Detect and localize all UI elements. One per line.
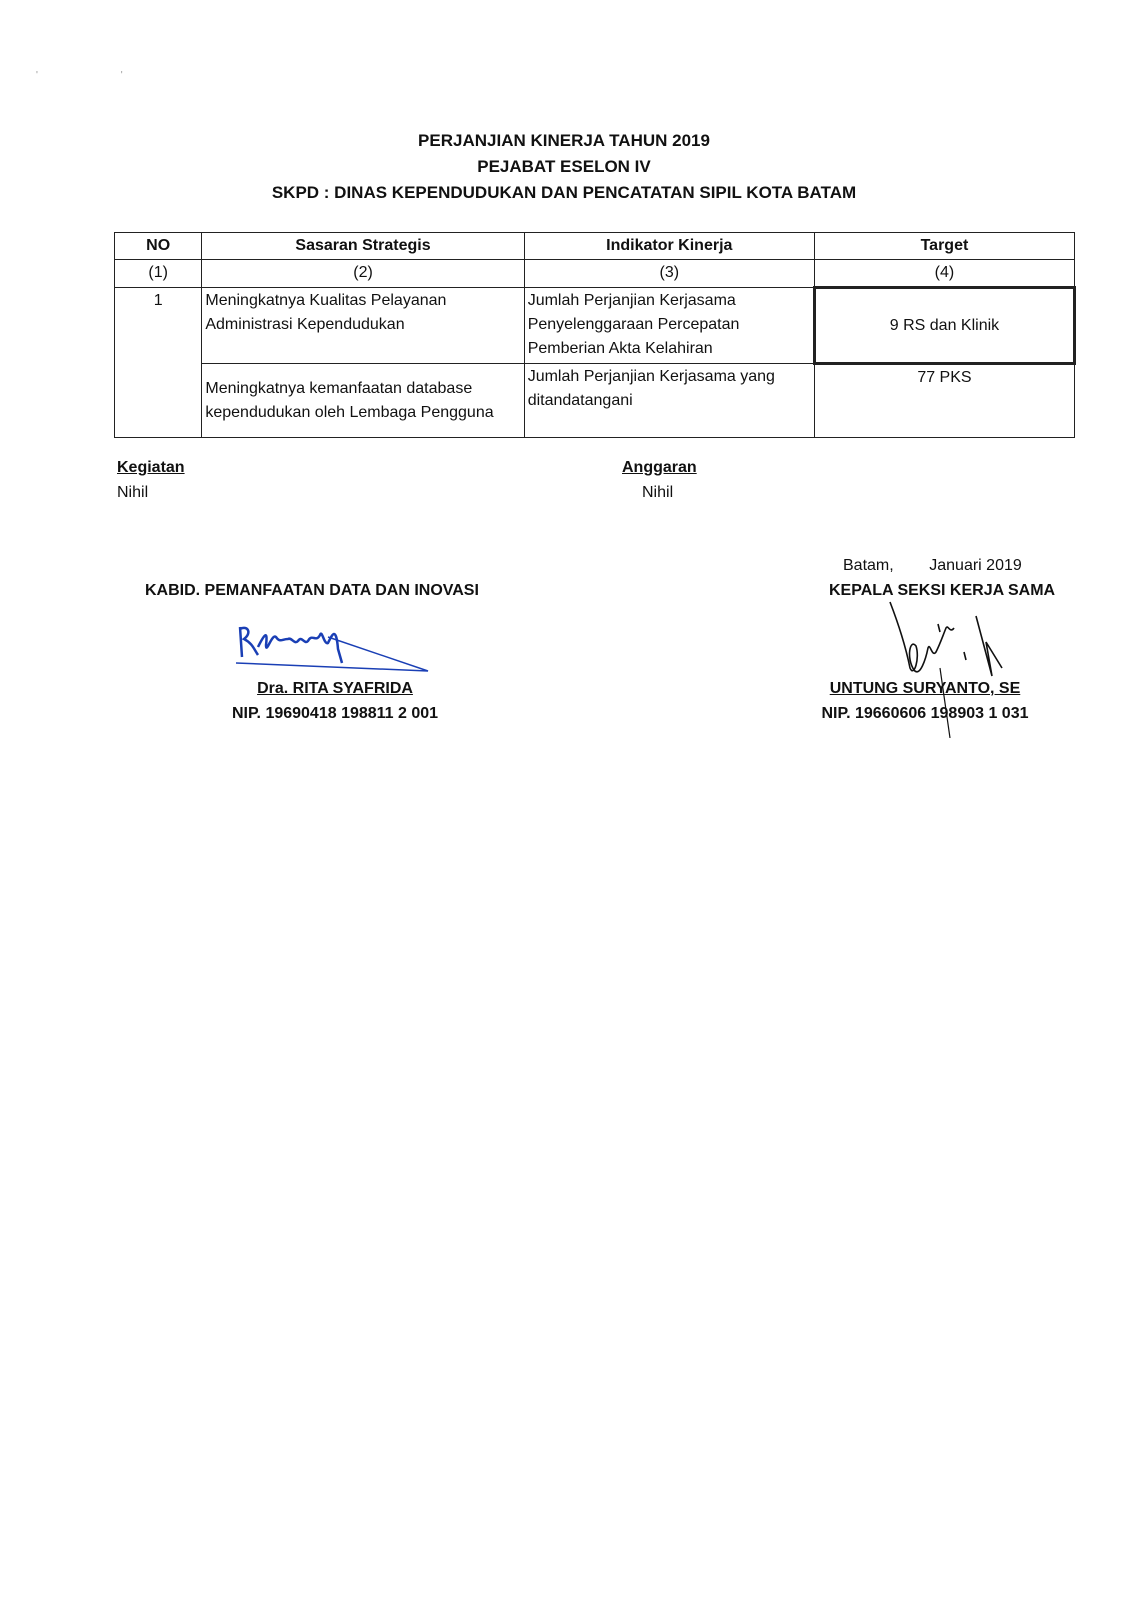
anggaran-section <box>622 455 742 505</box>
table-header-row <box>115 233 1075 260</box>
header-subtitle: PEJABAT ESELON IV <box>477 157 651 176</box>
right-signatory-nip: NIP. 19660606 198903 1 031 <box>821 705 1029 722</box>
row-sasaran <box>202 364 524 438</box>
row-target: 77 PKS <box>814 364 1074 438</box>
indikator-text: Jumlah Perjanjian Kerjasama yang ditandatangani <box>527 368 775 409</box>
anggaran-label: Anggaran <box>622 459 697 476</box>
row-indikator <box>524 288 814 364</box>
kegiatan-value: Nihil <box>117 484 149 501</box>
row-no: 1 <box>115 288 202 438</box>
right-signatory-name: UNTUNG SURYANTO, SE <box>829 680 1021 697</box>
left-signature-icon <box>232 615 437 685</box>
left-signatory-name-block <box>205 676 465 726</box>
table-row <box>115 364 1075 438</box>
col-header-indikator: Indikator Kinerja <box>524 233 814 260</box>
col-number-1: (1) <box>115 260 202 288</box>
col-number-4: (4) <box>814 260 1074 288</box>
document-header <box>0 128 1128 206</box>
col-header-sasaran: Sasaran Strategis <box>202 233 524 260</box>
place-date: Batam, Januari 2019 <box>843 557 1022 574</box>
right-signatory-position: KEPALA SEKSI KERJA SAMA <box>829 582 1056 599</box>
performance-table <box>114 232 1076 438</box>
sasaran-text: Meningkatnya kemanfaatan database kependudukan oleh Lembaga Pengguna <box>205 379 494 421</box>
left-signatory-nip: NIP. 19690418 198811 2 001 <box>231 705 439 722</box>
header-skpd: SKPD : DINAS KEPENDUDUKAN DAN PENCATATAN SIPIL KOTA BATAM <box>271 183 857 202</box>
col-number-3: (3) <box>524 260 814 288</box>
row-indikator <box>524 364 814 438</box>
scan-specks: ' ' <box>36 70 163 81</box>
row-sasaran <box>202 288 524 364</box>
kegiatan-section <box>117 455 185 505</box>
left-signatory-name: Dra. RITA SYAFRIDA <box>257 680 413 697</box>
table-row <box>115 288 1075 364</box>
indikator-text: Jumlah Perjanjian Kerjasama Penyelenggaraan Percepatan Pemberian Akta Kelahiran <box>527 292 740 357</box>
sasaran-text: Meningkatnya Kualitas Pelayanan Administrasi Kependudukan <box>205 292 447 333</box>
table-numbering-row <box>115 260 1075 288</box>
col-header-no: NO <box>115 233 202 260</box>
header-title: PERJANJIAN KINERJA TAHUN 2019 <box>418 131 710 150</box>
anggaran-value: Nihil <box>642 484 674 501</box>
right-signatory-name-block <box>795 676 1055 726</box>
kegiatan-label: Kegiatan <box>117 459 185 476</box>
row-target: 9 RS dan Klinik <box>814 288 1074 364</box>
col-number-2: (2) <box>202 260 524 288</box>
left-signatory-position: KABID. PEMANFAATAN DATA DAN INOVASI <box>145 582 479 599</box>
col-header-target: Target <box>814 233 1074 260</box>
